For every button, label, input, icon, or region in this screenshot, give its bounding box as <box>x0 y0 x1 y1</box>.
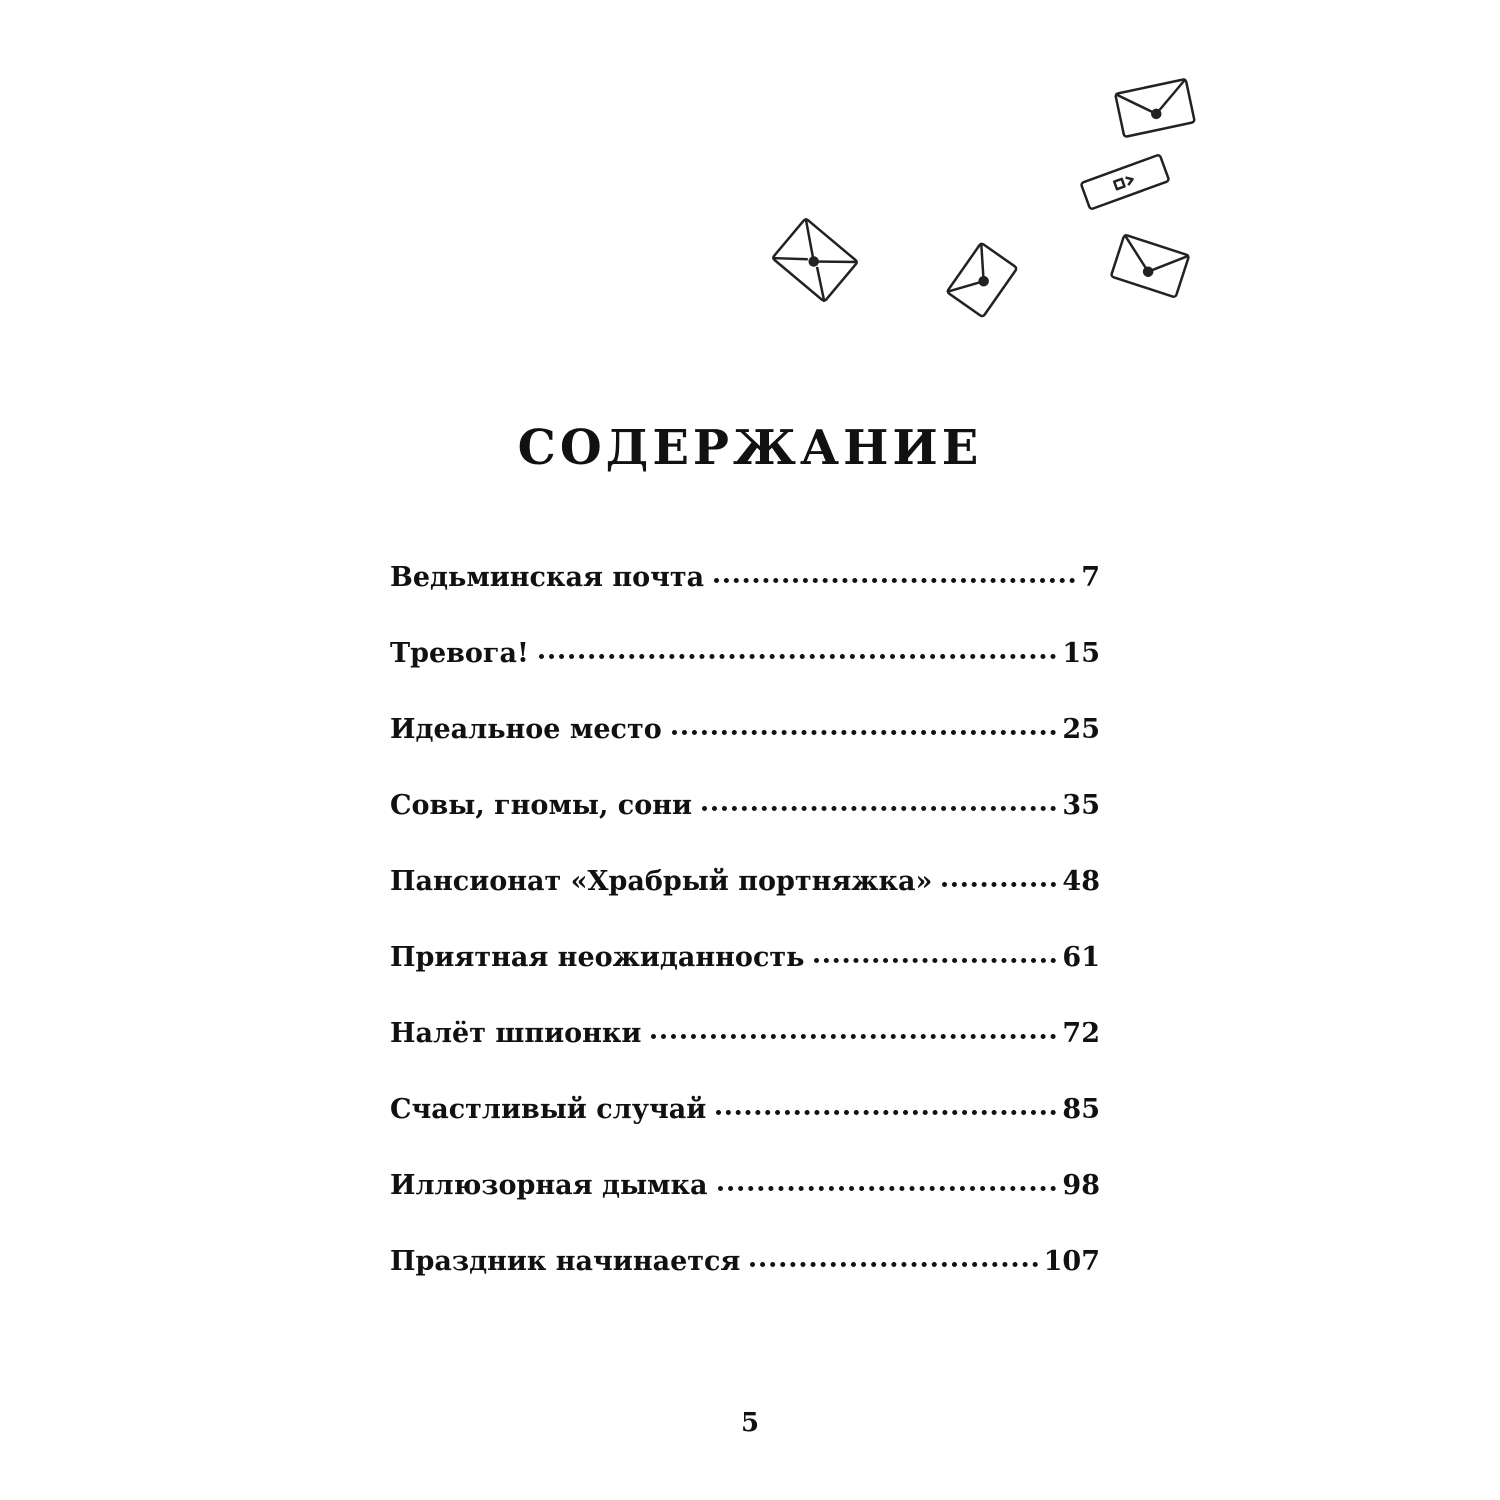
toc-entry-page: 107 <box>1043 1246 1100 1277</box>
toc-entry <box>390 1246 1100 1322</box>
toc-entry-page: 35 <box>1062 790 1100 821</box>
toc-dot-leader <box>814 958 1056 963</box>
toc-entry-page: 85 <box>1062 1094 1100 1125</box>
envelope-icon <box>1081 154 1170 209</box>
flying-envelopes-illustration <box>0 0 1500 340</box>
toc-entry-page: 98 <box>1062 1170 1100 1201</box>
toc-entry-title: Ведьминская почта <box>390 562 705 593</box>
toc-dot-leader <box>651 1034 1056 1039</box>
toc-dot-leader <box>942 882 1056 887</box>
toc-entry-title: Праздник начинается <box>390 1246 741 1277</box>
page-number: 5 <box>740 1408 760 1438</box>
toc-dot-leader <box>718 1186 1057 1191</box>
toc-entry <box>390 866 1100 942</box>
toc-entry-title: Приятная неожиданность <box>390 942 805 973</box>
envelope-icon <box>947 243 1017 317</box>
toc-entry-page: 25 <box>1062 714 1100 745</box>
toc-entry <box>390 638 1100 714</box>
toc-dot-leader <box>716 1110 1056 1115</box>
toc-entry-page: 48 <box>1062 866 1100 897</box>
toc-entry-page: 7 <box>1081 562 1100 593</box>
toc-entry-title: Налёт шпионки <box>390 1018 642 1049</box>
toc-dot-leader <box>750 1262 1037 1267</box>
toc-entry <box>390 942 1100 1018</box>
toc-entry <box>390 1018 1100 1094</box>
toc-dot-leader <box>672 730 1057 735</box>
toc-entry-title: Совы, гномы, сони <box>390 790 692 821</box>
toc-entry-title: Пансионат «Храбрый портняжка» <box>390 866 933 897</box>
page-title: СОДЕРЖАНИЕ <box>517 420 983 476</box>
toc-entry-title: Иллюзорная дымка <box>390 1170 708 1201</box>
toc-entry-page: 72 <box>1062 1018 1100 1049</box>
envelope-icon <box>1111 235 1189 298</box>
toc-entry-title: Тревога! <box>390 638 529 669</box>
toc-dot-leader <box>539 654 1057 659</box>
toc-entry <box>390 1170 1100 1246</box>
table-of-contents <box>390 562 1100 1322</box>
toc-entry-title: Счастливый случай <box>390 1094 707 1125</box>
envelope-icon <box>1115 79 1195 137</box>
toc-entry <box>390 790 1100 866</box>
toc-entry <box>390 562 1100 638</box>
toc-entry-page: 15 <box>1062 638 1100 669</box>
toc-entry <box>390 1094 1100 1170</box>
toc-dot-leader <box>714 578 1075 583</box>
toc-dot-leader <box>702 806 1056 811</box>
toc-entry <box>390 714 1100 790</box>
envelope-icon <box>772 218 858 302</box>
toc-entry-page: 61 <box>1062 942 1100 973</box>
toc-entry-title: Идеальное место <box>390 714 662 745</box>
